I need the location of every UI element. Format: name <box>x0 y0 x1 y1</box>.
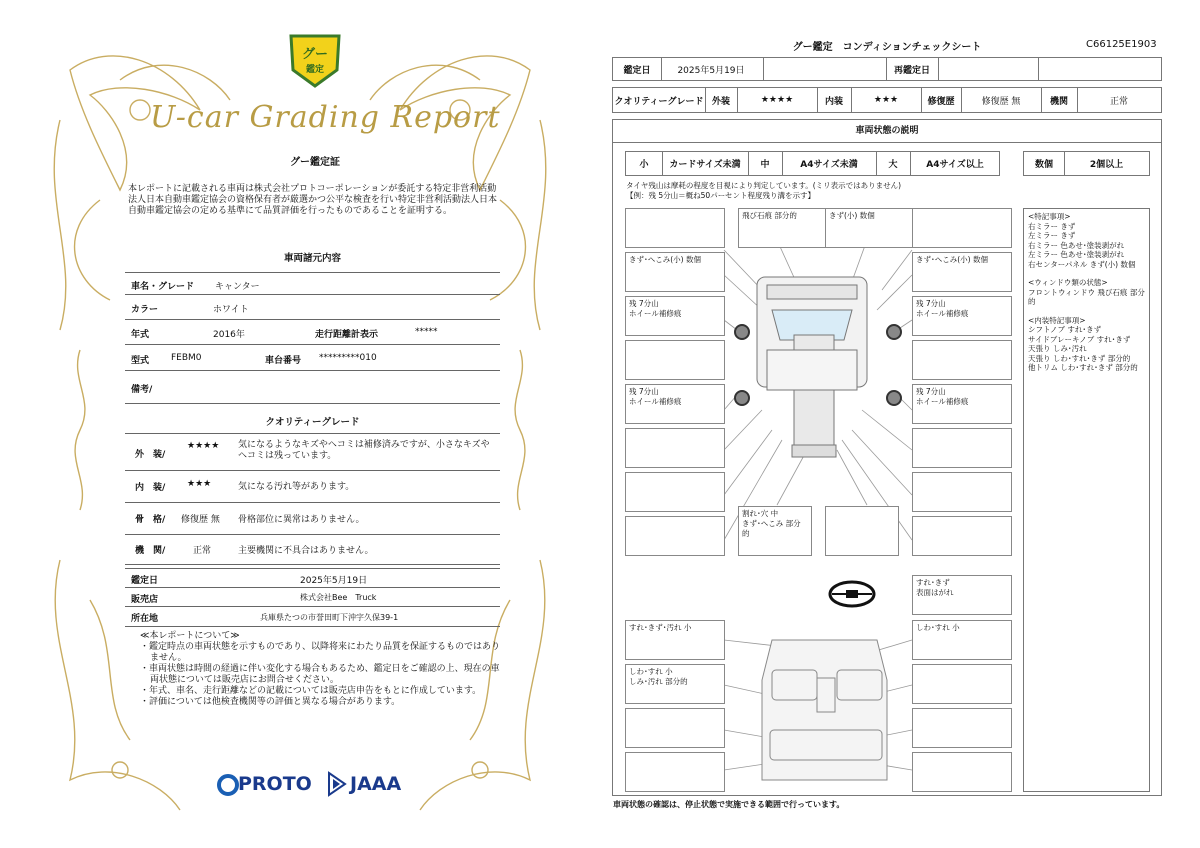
spec-row-color: カラー ホワイト <box>125 295 500 320</box>
grade-row-frame: 骨 格/ 修復歴 無 骨格部位に異常はありません。 <box>125 503 500 535</box>
svg-text:鑑定: 鑑定 <box>305 65 325 75</box>
condition-heading: 車両状態の説明 <box>612 119 1162 143</box>
condition-box: きず(小) 数個 <box>825 208 925 248</box>
certificate-title: グー鑑定証 <box>290 157 340 168</box>
checksheet-code: C66125E1903 <box>1086 39 1157 50</box>
condition-box <box>625 340 725 380</box>
report-notes <box>140 631 500 708</box>
report-script-title: U-car Grading Report <box>150 100 501 135</box>
note-item: ・鑑定時点の車両状態を示すものであり、以降将来にわたり品質を保証するものではありません。 <box>140 642 501 663</box>
info-row-dealer: 販売店 株式会社Bee Truck <box>125 588 500 607</box>
notes-title: ≪本レポートについて≫ <box>140 631 240 641</box>
special-notes-window: <ウィンドウ類の状態> フロントウィンドウ 飛び石痕 部分的 <box>1028 278 1145 306</box>
tire-note-2: 【例：残 5分山＝概ね50パーセント程度残り溝を示す】 <box>626 191 816 200</box>
condition-box: しわ･すれ 小 しみ･汚れ 部分的 <box>625 664 725 704</box>
proto-logo-text: PROTO <box>238 773 312 795</box>
condition-box <box>825 506 899 556</box>
condition-box <box>912 472 1012 512</box>
condition-box <box>912 340 1012 380</box>
checksheet-footer: 車両状態の確認は、停止状態で実施できる範囲で行っています。 <box>613 800 845 809</box>
condition-box <box>625 516 725 556</box>
svg-text:グー: グー <box>301 47 329 62</box>
checksheet-title: グー鑑定 コンディションチェックシート <box>792 42 982 53</box>
spec-row-remarks: 備考/ <box>125 371 500 404</box>
quality-row: クオリティーグレード 外装 ★★★★ 内装 ★★★ 修復歴 修復歴 無 機関 正常 <box>612 87 1162 113</box>
condition-box <box>912 664 1012 704</box>
condition-box <box>625 472 725 512</box>
condition-box <box>625 428 725 468</box>
date-row: 鑑定日 2025年5月19日 再鑑定日 <box>612 57 1162 81</box>
condition-box: きず･へこみ(小) 数個 <box>912 252 1012 292</box>
jaaa-logo-icon <box>326 771 348 797</box>
info-row-address: 所在地 兵庫県たつの市誉田町下沖字久保39-1 <box>125 607 500 627</box>
spec-row-year: 年式 2016年 走行距離計表示 ***** <box>125 320 500 345</box>
spec-row-name: 車名・グレード キャンター <box>125 272 500 295</box>
grade-heading: クオリティーグレード <box>265 417 360 428</box>
tire-note-1: タイヤ残山は摩耗の程度を目視により判定しています。(ミリ表示ではありません) <box>626 181 902 190</box>
special-notes-panel <box>1023 208 1150 792</box>
special-notes-exterior: <特記事項> 右ミラー きず 左ミラー きず 右ミラー 色あせ･塗装剥がれ 左ミラー 色あせ･塗装剥がれ 右センターパネル きず(小) 数個 <box>1028 212 1136 269</box>
spec-heading: 車両諸元内容 <box>283 253 341 264</box>
grade-row-interior: 内 装/ ★★★ 気になる汚れ等があります。 <box>125 471 500 503</box>
condition-box: 割れ･穴 中 きず･へこみ 部分的 <box>738 506 812 556</box>
condition-box <box>912 752 1012 792</box>
condition-box: すれ･きず･汚れ 小 <box>625 620 725 660</box>
note-item: ・年式、車名、走行距離などの記載については販売店申告をもとに作成しています。 <box>140 686 482 696</box>
condition-box: すれ･きず 表面はがれ <box>912 575 1012 615</box>
condition-box: 残 7分山 ホイール補修痕 <box>912 384 1012 424</box>
condition-box <box>625 752 725 792</box>
special-notes-interior: <内装特記事項> シフトノブ すれ･きず サイドブレーキノブ すれ･きず 天張り しみ･汚れ 天張り しわ･すれ･きず 部分的 他トリム しわ･すれ･きず 部分的 <box>1028 315 1138 372</box>
size-legend: 小 カードサイズ未満 中 A4サイズ未満 大 A4サイズ以上 <box>625 151 1000 176</box>
goo-appraisal-badge <box>287 30 343 90</box>
note-item: ・評価については他検査機関等の評価と異なる場合があります。 <box>140 697 401 707</box>
condition-box <box>625 708 725 748</box>
proto-logo-icon <box>216 773 240 797</box>
grade-row-engine: 機 関/ 正常 主要機関に不具合はありません。 <box>125 535 500 565</box>
steering-wheel-icon <box>830 582 874 606</box>
grade-row-exterior: 外 装/ ★★★★ 気になるようなキズやヘコミは補修済みですが、小さなキズやヘコミは残っています。 <box>125 433 500 471</box>
condition-box: 飛び石痕 部分的 <box>738 208 838 248</box>
condition-box: しわ･すれ 小 <box>912 620 1012 660</box>
condition-box <box>912 428 1012 468</box>
condition-box: 残 7分山 ホイール補修痕 <box>625 384 725 424</box>
condition-box: きず･へこみ(小) 数個 <box>625 252 725 292</box>
condition-box: 残 7分山 ホイール補修痕 <box>912 296 1012 336</box>
condition-box <box>912 208 1012 248</box>
count-legend: 数個 2個以上 <box>1023 151 1150 176</box>
condition-box <box>625 208 725 248</box>
condition-box: 残 7分山 ホイール補修痕 <box>625 296 725 336</box>
info-row-date: 鑑定日 2025年5月19日 <box>125 568 500 588</box>
certificate-intro: 本レポートに記載される車両は株式会社プロトコーポレーションが委託する特定非営利活動法人日本自動車鑑定協会の資格保有者が厳選かつ公平な検査を行い特定非営利活動法人日本自動車鑑定協会の定める基準にて品質評価を行ったものであることを証明する。 <box>128 184 498 216</box>
condition-box <box>912 516 1012 556</box>
spec-row-model: 型式 FEBM0 車台番号 *********010 <box>125 345 500 371</box>
condition-box <box>912 708 1012 748</box>
note-item: ・車両状態は時間の経過に伴い変化する場合もあるため、鑑定日をご確認の上、現在の車両状態については販売店にお問合せください。 <box>140 664 500 685</box>
jaaa-logo-text: JAAA <box>350 773 402 795</box>
